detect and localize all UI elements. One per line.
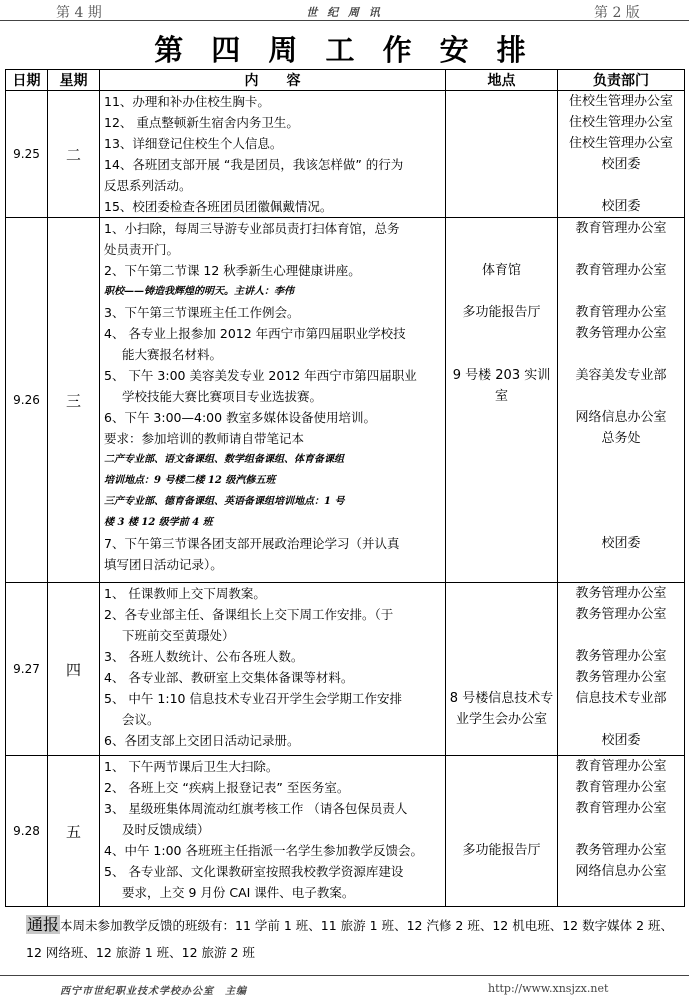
content-line: 职校——铸造我辉煌的明天。主讲人：李伟 — [104, 286, 294, 297]
row-content — [100, 583, 446, 756]
content-line: 2、下午第二节课 12 秋季新生心理健康讲座。 — [104, 263, 361, 278]
dept-line: 教务管理办公室 — [575, 607, 667, 622]
dept-line: 教育管理办公室 — [575, 780, 667, 795]
content-line: 二产专业部、语文备课组、数学组备课组、体育备课组 — [104, 454, 344, 465]
page-header — [0, 0, 689, 20]
content-line: 6、下午 3:00—4:00 教室多媒体设备使用培训。 — [104, 410, 377, 425]
content-line: 7、下午第三节课各团支部开展政治理论学习（并认真 — [104, 536, 400, 551]
place-line: 8 号楼信息技术专 — [449, 691, 554, 706]
table-row — [6, 583, 685, 756]
dept-line: 住校生管理办公室 — [568, 136, 673, 151]
content-line: 5、 中午 1:10 信息技术专业召开学生会学期工作安排 — [104, 691, 402, 706]
row-place — [446, 756, 558, 907]
content-line: 三产专业部、德育备课组、英语备课组培训地点：1 号 — [104, 496, 345, 507]
content-line: 反思系列活动。 — [104, 178, 192, 193]
dept-line: 教育管理办公室 — [575, 801, 667, 816]
dept-line: 教务管理办公室 — [575, 670, 667, 685]
header-divider — [0, 20, 689, 21]
content-line: 1、小扫除，每周三导游专业部员责打扫体育馆，总务 — [104, 221, 400, 236]
schedule-table — [5, 69, 685, 907]
dept-line: 网络信息办公室 — [575, 864, 667, 879]
notice-text: 本周未参加教学反馈的班级有：11 学前 1 班、11 旅游 1 班、12 汽修 2 班、12 机电班、12 数字媒体 2 班、12 网络班、12 旅游 1 班、12 旅游 2 班 — [26, 918, 674, 960]
content-line: 会议。 — [122, 712, 160, 727]
col-header-weekday: 星期 — [48, 70, 100, 91]
place-line: 9 号楼 203 实训 — [452, 368, 551, 383]
dept-line: 校团委 — [601, 536, 641, 551]
dept-line — [558, 175, 684, 196]
content-line: 及时反馈成绩） — [122, 822, 210, 837]
content-line: 15、校团委检查各班团员团徽佩戴情况。 — [104, 199, 333, 214]
row-weekday: 三 — [48, 218, 100, 583]
issue-number: 第 4 期 — [56, 5, 102, 21]
content-line: 3、下午第三节课班主任工作例会。 — [104, 305, 300, 320]
dept-line: 美容美发专业部 — [575, 368, 667, 383]
footer-divider — [0, 975, 689, 976]
row-content — [100, 218, 446, 583]
row-dept — [558, 91, 685, 218]
dept-line: 教育管理办公室 — [575, 221, 667, 236]
table-row — [6, 91, 685, 218]
dept-line: 教育管理办公室 — [575, 305, 667, 320]
dept-line: 住校生管理办公室 — [568, 94, 673, 109]
col-header-content: 内 容 — [100, 70, 446, 91]
publication-name: 世 纪 周 讯 — [306, 6, 383, 19]
content-line: 处员责开门。 — [104, 242, 180, 257]
content-line: 4、中午 1:00 各班班主任指派一名学生参加教学反馈会。 — [104, 843, 423, 858]
dept-line: 教务管理办公室 — [575, 843, 667, 858]
content-line: 培训地点：9 号楼二楼 12 级汽修五班 — [104, 475, 276, 486]
content-line: 要求，上交 9 月份 CAI 课件、电子教案。 — [122, 885, 355, 900]
content-line: 5、 下午 3:00 美容美发专业 2012 年西宁市第四届职业 — [104, 368, 417, 383]
notice-label: 通报 — [27, 915, 60, 934]
page-title: 第 四 周 工 作 安 排 — [154, 33, 535, 67]
content-line: 3、 星级班集体周流动红旗考核工作 （请各包保员责人 — [104, 801, 408, 816]
col-header-date: 日期 — [6, 70, 48, 91]
dept-line: 校团委 — [601, 199, 641, 214]
row-dept — [558, 583, 685, 756]
content-line: 2、各专业部主任、备课组长上交下周工作安排。（于 — [104, 607, 394, 622]
row-weekday: 四 — [48, 583, 100, 756]
content-line: 13、详细登记住校生个人信息。 — [104, 136, 283, 151]
row-date: 9.27 — [6, 583, 48, 756]
row-content — [100, 91, 446, 218]
table-row — [6, 218, 685, 583]
dept-line: 信息技术专业部 — [575, 691, 667, 706]
content-line: 楼 3 楼 12 级学前 4 班 — [104, 517, 213, 528]
place-line: 室 — [494, 389, 508, 404]
footer-url: http://www.xnsjzx.net — [488, 982, 609, 995]
content-line: 填写团日活动记录）。 — [104, 557, 223, 572]
footer-office: 西宁市世纪职业技术学校办公室 主编 — [60, 986, 247, 997]
content-line: 要求：参加培训的教师请自带笔记本 — [104, 431, 305, 446]
dept-line: 教务管理办公室 — [575, 649, 667, 664]
dept-line: 教育管理办公室 — [575, 263, 667, 278]
notice-paragraph — [26, 911, 676, 966]
row-date: 9.25 — [6, 91, 48, 218]
row-weekday: 五 — [48, 756, 100, 907]
dept-line: 教务管理办公室 — [575, 326, 667, 341]
place-line: 体育馆 — [481, 263, 521, 278]
dept-line: 总务处 — [601, 431, 641, 446]
content-line: 4、 各专业部、教研室上交集体备课等材料。 — [104, 670, 354, 685]
col-header-dept: 负责部门 — [558, 70, 685, 91]
dept-line: 校团委 — [601, 157, 641, 172]
row-dept — [558, 218, 685, 583]
content-line: 能大赛报名材料。 — [122, 347, 223, 362]
content-line: 1、 任课教师上交下周教案。 — [104, 586, 266, 601]
content-line: 14、各班团支部开展 “我是团员，我该怎样做” 的行为 — [104, 157, 404, 172]
content-line: 2、 各班上交 “疾病上报登记表” 至医务室。 — [104, 780, 350, 795]
content-line: 下班前交至黄璟处） — [122, 628, 235, 643]
row-date: 9.28 — [6, 756, 48, 907]
row-content — [100, 756, 446, 907]
col-header-place: 地点 — [446, 70, 558, 91]
content-line: 6、各团支部上交团日活动记录册。 — [104, 733, 300, 748]
dept-line: 教育管理办公室 — [575, 759, 667, 774]
row-place — [446, 91, 558, 218]
row-place — [446, 218, 558, 583]
row-place — [446, 583, 558, 756]
row-dept — [558, 756, 685, 907]
dept-line: 校团委 — [601, 733, 641, 748]
page-number: 第 2 版 — [594, 5, 640, 21]
table-row — [6, 756, 685, 907]
content-line: 学校技能大赛比赛项目专业选拔赛。 — [122, 389, 323, 404]
place-line: 多功能报告厅 — [462, 305, 541, 320]
place-line: 多功能报告厅 — [462, 843, 541, 858]
dept-line: 网络信息办公室 — [575, 410, 667, 425]
dept-line: 住校生管理办公室 — [568, 115, 673, 130]
content-line: 3、 各班人数统计、公布各班人数。 — [104, 649, 304, 664]
content-line: 11、办理和补办住校生胸卡。 — [104, 94, 270, 109]
dept-line: 教务管理办公室 — [575, 586, 667, 601]
content-line: 5、 各专业部、文化课教研室按照我校教学资源库建设 — [104, 864, 404, 879]
row-date: 9.26 — [6, 218, 48, 583]
content-line: 1、 下午两节课后卫生大扫除。 — [104, 759, 279, 774]
place-line: 业学生会办公室 — [455, 712, 547, 727]
table-header-row — [6, 70, 685, 91]
row-weekday: 二 — [48, 91, 100, 218]
content-line: 12、 重点整顿新生宿舍内务卫生。 — [104, 115, 299, 130]
content-line: 4、 各专业上报参加 2012 年西宁市第四届职业学校技 — [104, 326, 406, 341]
